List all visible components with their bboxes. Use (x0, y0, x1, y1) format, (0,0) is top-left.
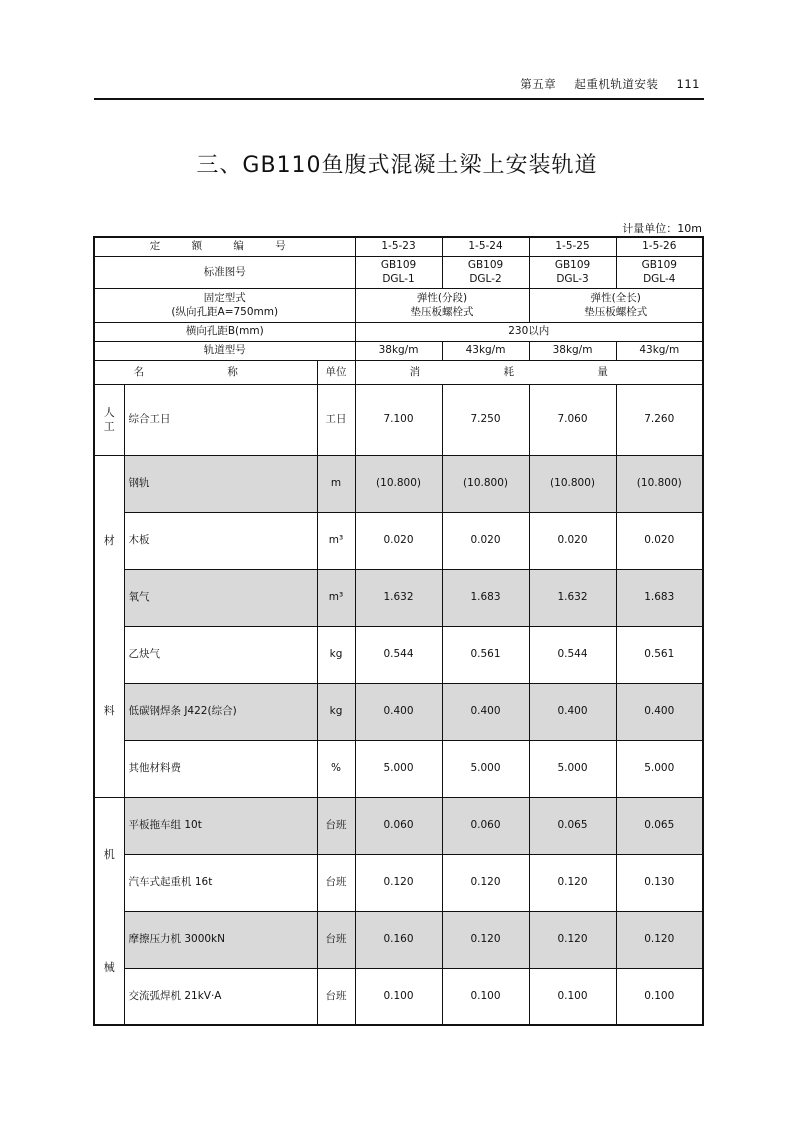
table-row (94, 455, 703, 512)
table-row (94, 683, 703, 740)
consumption-value: (10.800) (355, 455, 442, 512)
consumption-value: 7.260 (616, 384, 703, 455)
item-name: 钢轨 (124, 455, 317, 512)
spacing-label: 横向孔距B(mm) (94, 322, 355, 341)
consumption-value: 5.000 (442, 740, 529, 797)
drawing-number: GB109 DGL-3 (529, 256, 616, 288)
item-name: 低碳钢焊条 J422(综合) (124, 683, 317, 740)
unit-note: 计量单位：10m (622, 222, 702, 235)
page-title: 三、GB110鱼腹式混凝土梁上安装轨道 (196, 153, 598, 178)
table-row (94, 968, 703, 1025)
column-header-row (94, 360, 703, 384)
item-unit: m³ (317, 569, 355, 626)
consumption-value: 5.000 (355, 740, 442, 797)
item-unit: 工日 (317, 384, 355, 455)
consumption-value: 1.683 (616, 569, 703, 626)
quota-code: 1-5-26 (616, 237, 703, 256)
category-char: 械 (103, 960, 115, 974)
consumption-value: 0.400 (442, 683, 529, 740)
consumption-value: 0.065 (616, 797, 703, 854)
quota-table (93, 236, 704, 1026)
fixing-type: 弹性(全长) 垫压板螺栓式 (529, 288, 703, 322)
drawing-number: GB109 DGL-1 (355, 256, 442, 288)
category-char: 材 (103, 534, 115, 548)
consumption-value: 0.060 (442, 797, 529, 854)
consumption-value: 0.100 (529, 968, 616, 1025)
spec-section (94, 237, 703, 384)
item-name: 交流弧焊机 21kV·A (124, 968, 317, 1025)
category-char: 料 (103, 704, 115, 718)
consumption-value: 7.250 (442, 384, 529, 455)
item-name: 其他材料费 (124, 740, 317, 797)
section-label: 起重机轨道安装 (574, 77, 659, 91)
consumption-value: 0.100 (442, 968, 529, 1025)
consumption-value: 1.683 (442, 569, 529, 626)
consumption-value: (10.800) (442, 455, 529, 512)
consumption-value: 0.120 (529, 911, 616, 968)
consumption-value: 0.020 (529, 512, 616, 569)
table-row (94, 797, 703, 854)
consumption-value: 0.544 (355, 626, 442, 683)
consumption-value: 0.400 (355, 683, 442, 740)
table-row (94, 911, 703, 968)
consumption-value: 5.000 (616, 740, 703, 797)
name-column-header: 名 称 (94, 360, 317, 384)
category-char: 机 (103, 847, 115, 861)
running-head (506, 76, 700, 92)
spacing-value: 230以内 (355, 322, 703, 341)
drawing-label: 标准图号 (94, 256, 355, 288)
consumption-value: (10.800) (529, 455, 616, 512)
drawing-number: GB109 DGL-4 (616, 256, 703, 288)
consumption-value: 0.120 (442, 854, 529, 911)
item-name: 摩擦压力机 3000kN (124, 911, 317, 968)
consumption-value: 1.632 (529, 569, 616, 626)
item-unit: 台班 (317, 797, 355, 854)
item-unit: % (317, 740, 355, 797)
table-row (94, 740, 703, 797)
item-name: 综合工日 (124, 384, 317, 455)
item-unit: m³ (317, 512, 355, 569)
consumption-value: 0.561 (616, 626, 703, 683)
consumption-value: 0.561 (442, 626, 529, 683)
rail-type: 43kg/m (616, 341, 703, 360)
chapter-label: 第五章 (520, 77, 557, 91)
rail-type: 38kg/m (355, 341, 442, 360)
fixing-row (94, 288, 703, 322)
page-header (94, 68, 704, 100)
consumption-value: 7.060 (529, 384, 616, 455)
consumption-value: 0.400 (529, 683, 616, 740)
rail-type: 38kg/m (529, 341, 616, 360)
item-name: 木板 (124, 512, 317, 569)
item-name: 氧气 (124, 569, 317, 626)
table-row (94, 512, 703, 569)
item-name: 平板拖车组 10t (124, 797, 317, 854)
fixing-type: 弹性(分段) 垫压板螺栓式 (355, 288, 529, 322)
page-number: 111 (676, 77, 700, 91)
quota-code: 1-5-25 (529, 237, 616, 256)
consumption-value: 0.120 (442, 911, 529, 968)
consumption-value: 0.020 (355, 512, 442, 569)
consumption-value: 5.000 (529, 740, 616, 797)
consumption-section (94, 384, 703, 1025)
consumption-value: 0.020 (616, 512, 703, 569)
category-char: 工 (103, 419, 115, 433)
consumption-column-header: 消 耗 量 (355, 360, 703, 384)
unit-column-header: 单位 (317, 360, 355, 384)
consumption-value: 0.400 (616, 683, 703, 740)
consumption-value: 0.130 (616, 854, 703, 911)
consumption-value: 1.632 (355, 569, 442, 626)
item-unit: 台班 (317, 854, 355, 911)
item-unit: kg (317, 683, 355, 740)
fixing-label: 固定型式 (纵向孔距A=750mm) (94, 288, 355, 322)
category-cell (94, 455, 124, 797)
quota-code-label: 定 额 编 号 (94, 237, 355, 256)
consumption-value: 0.120 (529, 854, 616, 911)
item-unit: m (317, 455, 355, 512)
consumption-value: 0.120 (355, 854, 442, 911)
consumption-value: 0.020 (442, 512, 529, 569)
rail-type: 43kg/m (442, 341, 529, 360)
consumption-value: 0.160 (355, 911, 442, 968)
consumption-value: 0.544 (529, 626, 616, 683)
consumption-value: 0.100 (616, 968, 703, 1025)
table-row (94, 569, 703, 626)
category-cell (94, 384, 124, 455)
item-unit: 台班 (317, 968, 355, 1025)
table-row (94, 626, 703, 683)
quota-code-row (94, 237, 703, 256)
table-row (94, 384, 703, 455)
consumption-value: 0.100 (355, 968, 442, 1025)
consumption-value: 0.120 (616, 911, 703, 968)
consumption-value: (10.800) (616, 455, 703, 512)
consumption-value: 7.100 (355, 384, 442, 455)
item-name: 乙炔气 (124, 626, 317, 683)
category-char: 人 (103, 406, 115, 420)
consumption-value: 0.065 (529, 797, 616, 854)
drawing-row (94, 256, 703, 288)
spacing-row (94, 322, 703, 341)
item-name: 汽车式起重机 16t (124, 854, 317, 911)
item-unit: kg (317, 626, 355, 683)
rail-label: 轨道型号 (94, 341, 355, 360)
item-unit: 台班 (317, 911, 355, 968)
quota-code: 1-5-23 (355, 237, 442, 256)
rail-row (94, 341, 703, 360)
table-row (94, 854, 703, 911)
category-cell (94, 797, 124, 1025)
consumption-value: 0.060 (355, 797, 442, 854)
quota-code: 1-5-24 (442, 237, 529, 256)
drawing-number: GB109 DGL-2 (442, 256, 529, 288)
